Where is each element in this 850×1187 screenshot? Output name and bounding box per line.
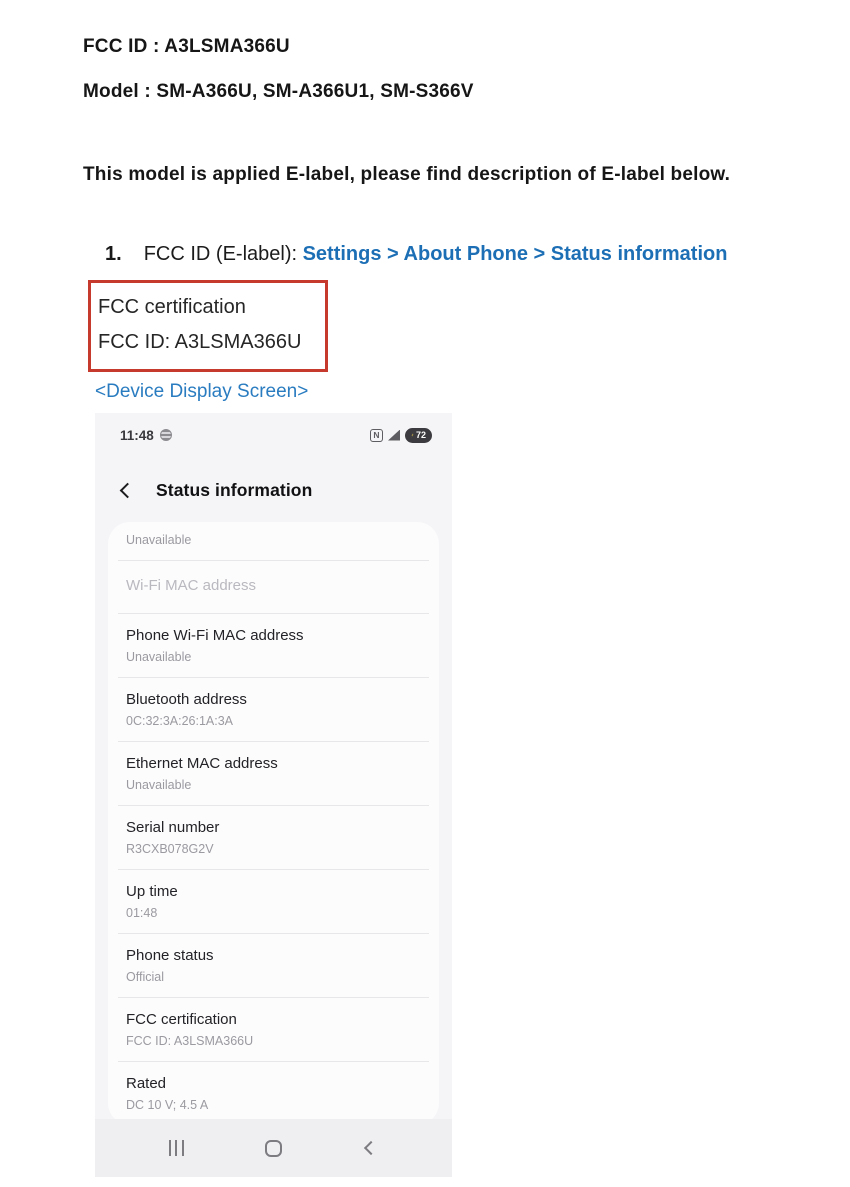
- back-chevron-icon[interactable]: [120, 482, 136, 498]
- step-1-line: [105, 243, 810, 266]
- status-list-item: [108, 806, 439, 869]
- highlight-line-2: FCC ID: A3LSMA366U: [98, 331, 302, 353]
- recents-icon: [169, 1140, 184, 1156]
- charging-bolt-icon: [411, 432, 414, 439]
- item-value: 01:48: [126, 906, 158, 920]
- item-value: DC 10 V; 4.5 A: [126, 1098, 209, 1112]
- status-list: [108, 522, 439, 1125]
- item-label: Phone Wi-Fi MAC address: [126, 627, 304, 644]
- status-list-item: [108, 742, 439, 805]
- item-value: Unavailable: [126, 650, 192, 664]
- status-list-item: [108, 614, 439, 677]
- status-list-item: [108, 678, 439, 741]
- item-label: Wi-Fi MAC address: [126, 577, 257, 594]
- step-label: FCC ID (E-label):: [143, 243, 303, 265]
- status-list-item: [108, 522, 439, 560]
- elabel-intro-text: This model is applied E-label, please find description of E-label below.: [83, 164, 731, 185]
- page-title: Status information: [156, 479, 313, 500]
- phone-header: [95, 469, 452, 511]
- nfc-icon: N: [370, 429, 383, 442]
- item-label: Ethernet MAC address: [126, 755, 278, 772]
- status-list-item: [108, 870, 439, 933]
- settings-path-link[interactable]: Settings > About Phone > Status information: [302, 243, 728, 265]
- status-list-item: [108, 934, 439, 997]
- item-label: FCC certification: [126, 1011, 237, 1028]
- status-list-item: [108, 998, 439, 1061]
- item-value: Unavailable: [126, 778, 192, 792]
- item-label: Bluetooth address: [126, 691, 247, 708]
- recents-button[interactable]: [161, 1133, 191, 1163]
- item-label: Serial number: [126, 819, 220, 836]
- highlight-line-1: FCC certification: [98, 296, 246, 318]
- item-value: Official: [126, 970, 164, 984]
- step-number: 1.: [105, 243, 122, 265]
- nav-back-button[interactable]: [356, 1133, 386, 1163]
- fcc-id-heading: FCC ID : A3LSMA366U: [83, 36, 290, 57]
- signal-icon: [388, 430, 400, 441]
- globe-icon: [160, 429, 172, 441]
- back-icon: [364, 1141, 378, 1155]
- device-display-screen-link[interactable]: <Device Display Screen>: [95, 381, 309, 402]
- item-value: Unavailable: [126, 533, 192, 547]
- home-button[interactable]: [259, 1133, 289, 1163]
- item-value: FCC ID: A3LSMA366U: [126, 1034, 254, 1048]
- phone-nav-bar: [95, 1119, 452, 1177]
- fcc-highlight-box: [88, 280, 328, 372]
- item-value: R3CXB078G2V: [126, 842, 214, 856]
- status-list-item: [108, 561, 439, 613]
- status-list-item: [108, 1062, 439, 1125]
- home-icon: [265, 1140, 282, 1157]
- item-label: Rated: [126, 1075, 167, 1092]
- battery-percent: 72: [415, 430, 426, 440]
- battery-icon: [405, 428, 432, 443]
- model-heading: Model : SM-A366U, SM-A366U1, SM-S366V: [83, 81, 474, 102]
- item-label: Phone status: [126, 947, 214, 964]
- clock-time: 11:48: [120, 427, 154, 443]
- device-screenshot: [95, 413, 452, 1177]
- item-value: 0C:32:3A:26:1A:3A: [126, 714, 234, 728]
- phone-status-bar: [95, 413, 452, 445]
- item-label: Up time: [126, 883, 178, 900]
